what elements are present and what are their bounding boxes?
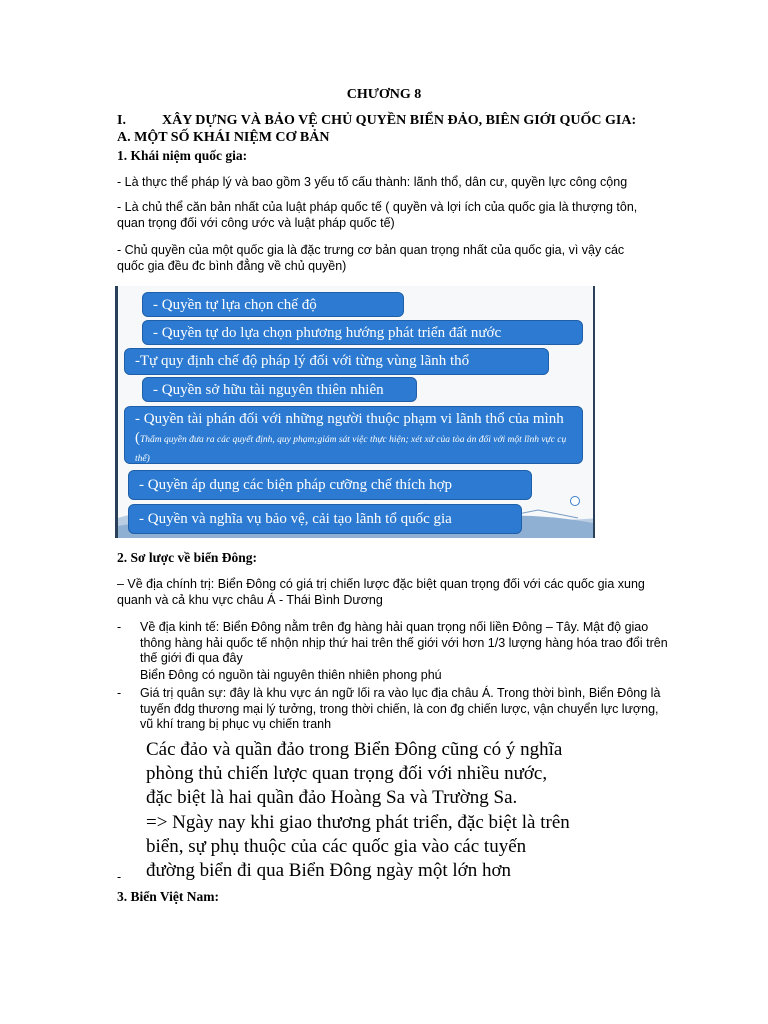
quote-block xyxy=(146,738,706,883)
section-title: XÂY DỰNG VÀ BẢO VỆ CHỦ QUYỀN BIỂN ĐẢO, BIÊN GIỚI QUỐC GIA: xyxy=(162,113,637,128)
right-item-7: - Quyền và nghĩa vụ bảo vệ, cải tạo lãnh tổ quốc gia xyxy=(128,504,522,534)
right-item-6: - Quyền áp dụng các biện pháp cưỡng chế thích hợp xyxy=(128,470,532,500)
right-item-5 xyxy=(124,406,583,464)
right-item-2: - Quyền tự do lựa chọn phương hướng phát triển đất nước xyxy=(142,320,583,345)
paragraph-1: - Là thực thể pháp lý và bao gồm 3 yếu tố cấu thành: lãnh thổ, dân cư, quyền lực công cộng xyxy=(117,175,628,189)
bullet-mark-1: - xyxy=(117,620,122,634)
right-item-5-note: Thẩm quyền đưa ra các quyết định, quy phạm;giám sát việc thực hiện; xét xử của tòa án đối với một lĩnh vực cụ thể) xyxy=(135,435,567,464)
bullet-text-2: Biển Đông có nguồn tài nguyên thiên nhiên phong phú xyxy=(140,668,442,682)
section-number: I. xyxy=(117,113,126,128)
subheading-3: 3. Biển Việt Nam: xyxy=(117,889,219,904)
quote-line: Các đảo và quần đảo trong Biển Đông cũng có ý nghĩa xyxy=(146,739,563,760)
geopolitics-paragraph: – Về địa chính trị: Biển Đông có giá trị chiến lược đặc biệt quan trọng đối với các quốc gia xung quanh và cả khu vực châu Á - Thái Bình Dương xyxy=(117,577,645,607)
quote-line: đặc biệt là hai quần đảo Hoàng Sa và Trường Sa. xyxy=(146,787,518,809)
dash-mark: - xyxy=(117,870,122,884)
right-item-4: - Quyền sở hữu tài nguyên thiên nhiên xyxy=(142,377,417,402)
paragraph-3: - Chủ quyền của một quốc gia là đặc trưng cơ bản quan trọng nhất của quốc gia, vì vậy các quốc gia đều đc bình đẳng về chủ quyền) xyxy=(117,243,625,273)
paragraph-2: - Là chủ thể căn bản nhất của luật pháp quốc tế ( quyền và lợi ích của quốc gia là thượng tôn, quan trọng đối với công ước và luật pháp quốc tế) xyxy=(117,200,638,230)
right-item-3: -Tự quy định chế độ pháp lý đối với từng vùng lãnh thổ xyxy=(124,348,549,375)
bullet-text-3: Giá trị quân sự: đây là khu vực án ngữ lối ra vào lục địa châu Á. Trong thời bình, Biển Đông là tuyến đdg thương mại lý tưởng, trong thời chiến, là con đg chiến lược, vận chuyển lực lượng, vũ khí trang bị phục vụ chiến tranh xyxy=(140,686,661,731)
chapter-title: CHƯƠNG 8 xyxy=(346,87,422,102)
quote-line: => Ngày nay khi giao thương phát triển, đặc biệt là trên xyxy=(146,811,570,833)
subheading-2: 2. Sơ lược về biển Đông: xyxy=(117,550,258,565)
right-item-1: - Quyền tự lựa chọn chế độ xyxy=(142,292,404,317)
quote-line: đường biển đi qua Biển Đông ngày một lớn hơn xyxy=(146,860,511,882)
section-heading-a: A. MỘT SỐ KHÁI NIỆM CƠ BẢN xyxy=(117,130,330,145)
quote-line: biển, sự phụ thuộc của các quốc gia vào các tuyến xyxy=(146,835,527,857)
quote-line: phòng thủ chiến lược quan trọng đối với nhiều nước, xyxy=(146,763,548,785)
right-item-5-text: - Quyền tài phán đối với những người thuộc phạm vi lãnh thổ của mình ( xyxy=(135,411,564,446)
section-heading-i xyxy=(117,113,636,129)
bullet-text-1: Về địa kinh tế: Biển Đông nằm trên đg hàng hải quan trọng nối liền Đông – Tây. Mật độ giao thông hàng hải quốc tế nhộn nhịp thứ hai trên thế giới với hơn 1/3 lượng hàng hóa trao đổi trên thế giới đi qua đây xyxy=(140,620,668,665)
sovereignty-rights-diagram xyxy=(115,286,595,538)
subheading-1: 1. Khái niệm quốc gia: xyxy=(117,148,248,163)
circle-decoration-icon xyxy=(570,496,580,506)
bullet-mark-3: - xyxy=(117,686,122,700)
